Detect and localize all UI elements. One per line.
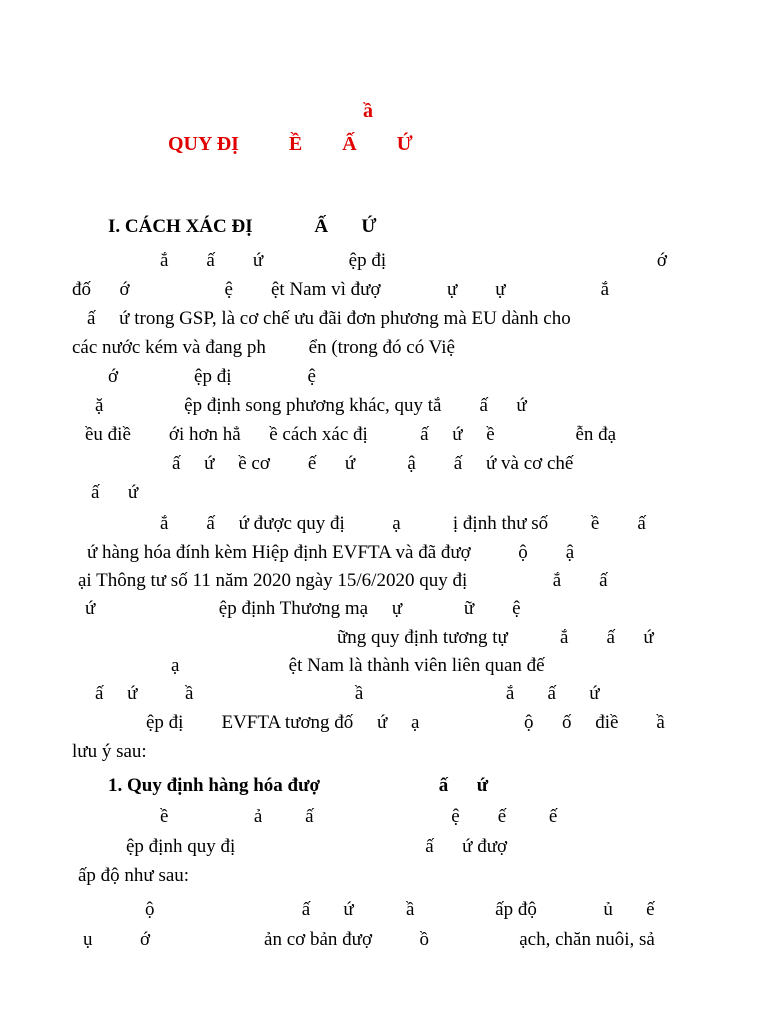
title-line-2: QUY ĐỊ Ề Ấ Ứ bbox=[168, 133, 413, 155]
paragraph-line: ắ ấ ứ được quy đị ạ ị định thư số ề ấ bbox=[160, 513, 646, 534]
paragraph-line: ệp đị EVFTA tương đố ứ ạ ộ ố điề ầ bbox=[146, 712, 665, 733]
paragraph-line: ại Thông tư số 11 năm 2020 ngày 15/6/2020 quy đị ắ ấ bbox=[78, 570, 608, 591]
paragraph-line: ề ả ấ ệ ế ế bbox=[160, 806, 558, 827]
paragraph-line: lưu ý sau: bbox=[72, 741, 147, 762]
paragraph-line: ấ ứ bbox=[91, 482, 139, 503]
paragraph-line: ều điề ới hơn hẳ ề cách xác đị ấ ứ ề ễn đạ bbox=[85, 424, 617, 445]
paragraph-line: ụ ớ ản cơ bản đượ ồ ạch, chăn nuôi, sả bbox=[83, 929, 655, 950]
paragraph-line: đố ớ ệ ệt Nam vì đượ ự ự ắ bbox=[72, 279, 610, 300]
paragraph-line: ớ ệp đị ệ bbox=[108, 366, 316, 387]
paragraph-line: ộ ấ ứ ầ ấp độ ủ ế bbox=[145, 899, 655, 920]
paragraph-line: các nước kém và đang ph ển (trong đó có Việ bbox=[72, 337, 455, 358]
paragraph-line: ặ ệp định song phương khác, quy tắ ấ ứ bbox=[95, 395, 527, 416]
paragraph-line: ấ ứ ầ ầ ắ ấ ứ bbox=[95, 683, 600, 704]
paragraph-line: ấp độ như sau: bbox=[78, 865, 190, 886]
section-heading: I. CÁCH XÁC ĐỊ Ấ Ứ bbox=[108, 216, 377, 237]
title-line-1: ầ bbox=[363, 100, 373, 122]
paragraph-line: ấ ứ trong GSP, là cơ chế ưu đãi đơn phương mà EU dành cho bbox=[87, 308, 571, 329]
paragraph-line: ạ ệt Nam là thành viên liên quan đế bbox=[171, 655, 545, 676]
paragraph-line: ứ ệp định Thương mạ ự ữ ệ bbox=[85, 598, 521, 619]
paragraph-line: ệp định quy đị ấ ứ đượ bbox=[126, 836, 508, 857]
subsection-heading: 1. Quy định hàng hóa đượ ấ ứ bbox=[108, 775, 489, 796]
paragraph-line: ứ hàng hóa đính kèm Hiệp định EVFTA và đã đượ ộ ậ bbox=[87, 542, 575, 563]
paragraph-line: ấ ứ ề cơ ế ứ ậ ấ ứ và cơ chế bbox=[172, 453, 574, 474]
paragraph-line: ững quy định tương tự ắ ấ ứ bbox=[337, 627, 654, 648]
paragraph-line: ắ ấ ứ ệp đị ớ bbox=[160, 250, 667, 271]
